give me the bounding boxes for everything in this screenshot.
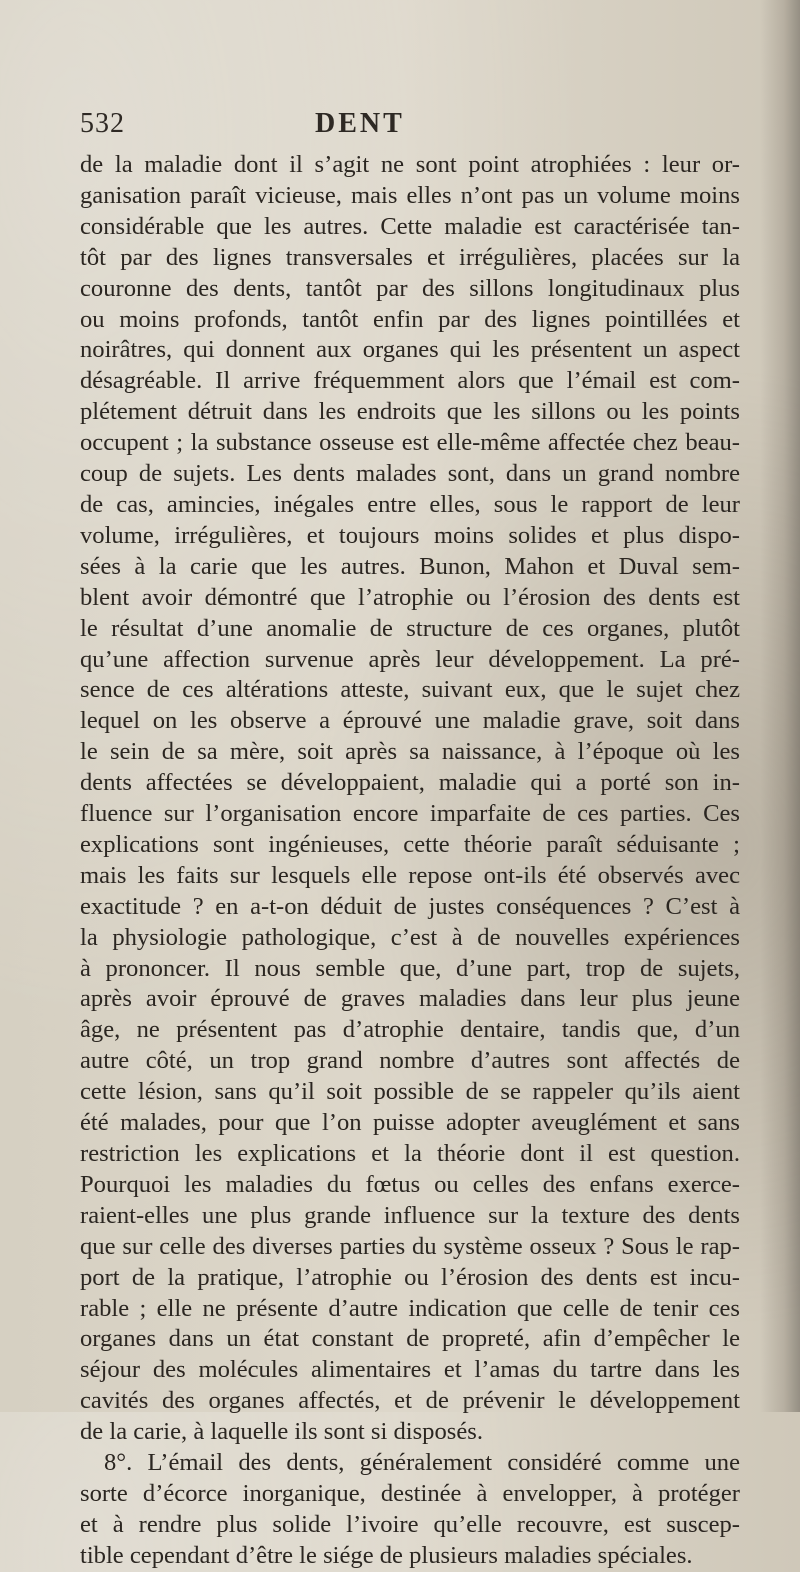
text-line: mais les faits sur lesquels elle repose ont-ils été observés avec — [80, 861, 740, 889]
text-line: exactitude ? en a-t-on déduit de justes conséquences ? C’est à — [80, 892, 740, 920]
text-line: noirâtres, qui donnent aux organes qui les présentent un aspect — [80, 336, 740, 364]
text-line: désagréable. Il arrive fréquemment alors que l’émail est com- — [80, 367, 740, 395]
text-line: dents affectées se développaient, maladie qui a porté son in- — [80, 769, 740, 797]
text-line: ganisation paraît vicieuse, mais elles n’ont pas un volume moins — [80, 181, 740, 209]
text-line: blent avoir démontré que l’atrophie ou l’érosion des dents est — [80, 583, 740, 611]
text-line: ou moins profonds, tantôt enfin par des lignes pointillées et — [80, 305, 740, 333]
text-line: fluence sur l’organisation encore imparfaite de ces parties. Ces — [80, 800, 740, 828]
text-line: tôt par des lignes transversales et irrégulières, placées sur la — [80, 243, 740, 271]
text-line: âge, ne présentent pas d’atrophie dentaire, tandis que, d’un — [80, 1016, 740, 1044]
text-line: port de la pratique, l’atrophie ou l’érosion des dents est incu- — [80, 1263, 740, 1291]
text-line: raient-elles une plus grande influence sur la texture des dents — [80, 1201, 740, 1229]
text-line: après avoir éprouvé de graves maladies dans leur plus jeune — [80, 985, 740, 1013]
text-line: volume, irrégulières, et toujours moins solides et plus dispo- — [80, 521, 740, 549]
text-line: autre côté, un trop grand nombre d’autres sont affectés de — [80, 1047, 740, 1075]
text-line: que sur celle des diverses parties du système osseux ? Sous le rap- — [80, 1232, 740, 1260]
text-line: sorte d’écorce inorganique, destinée à envelopper, à protéger — [80, 1479, 740, 1507]
text-line: couronne des dents, tantôt par des sillons longitudinaux plus — [80, 274, 740, 302]
text-line: été malades, pour que l’on puisse adopter aveuglément et sans — [80, 1109, 740, 1137]
text-line: lequel on les observe a éprouvé une maladie grave, soit dans — [80, 707, 740, 735]
text-line: séjour des molécules alimentaires et l’amas du tartre dans les — [80, 1356, 740, 1384]
page-edge-shadow — [760, 0, 800, 1412]
text-line: considérable que les autres. Cette maladie est caractérisée tan- — [80, 212, 740, 240]
text-line: explications sont ingénieuses, cette théorie paraît séduisante ; — [80, 830, 740, 858]
text-line: le sein de sa mère, soit après sa naissance, à l’époque où les — [80, 738, 740, 766]
text-line: de cas, amincies, inégales entre elles, sous le rapport de leur — [80, 490, 740, 518]
text-line: sées à la carie que les autres. Bunon, Mahon et Duval sem- — [80, 552, 740, 580]
text-line: à prononcer. Il nous semble que, d’une part, trop de sujets, — [80, 954, 740, 982]
text-line: cavités des organes affectés, et de prévenir le développement — [80, 1387, 740, 1415]
text-line: de la carie, à laquelle ils sont si disposés. — [80, 1418, 483, 1446]
body-text — [80, 150, 740, 1572]
text-line: 8°. L’émail des dents, généralement considéré comme une — [104, 1449, 740, 1477]
text-line: tible cependant d’être le siége de plusieurs maladies spéciales. — [80, 1541, 693, 1569]
text-line: la physiologie pathologique, c’est à de nouvelles expériences — [80, 923, 740, 951]
text-line: de la maladie dont il s’agit ne sont point atrophiées : leur or- — [80, 151, 740, 178]
text-line: et à rendre plus solide l’ivoire qu’elle recouvre, est suscep- — [80, 1510, 740, 1538]
text-line: qu’une affection survenue après leur développement. La pré- — [80, 645, 740, 673]
text-line: sence de ces altérations atteste, suivant eux, que le sujet chez — [80, 676, 740, 704]
text-line: cette lésion, sans qu’il soit possible de se rappeler qu’ils aient — [80, 1078, 740, 1106]
text-line: occupent ; la substance osseuse est elle-même affectée chez beau- — [80, 429, 740, 457]
page-number: 532 — [80, 108, 125, 139]
running-head: DENT — [315, 108, 405, 139]
text-line: plétement détruit dans les endroits que les sillons ou les points — [80, 398, 740, 426]
text-line: coup de sujets. Les dents malades sont, dans un grand nombre — [80, 460, 740, 488]
text-line: rable ; elle ne présente d’autre indication que celle de tenir ces — [80, 1294, 740, 1322]
text-line: restriction les explications et la théorie dont il est question. — [80, 1140, 740, 1167]
text-line: Pourquoi les maladies du fœtus ou celles des enfans exerce- — [80, 1170, 740, 1198]
text-line: le résultat d’une anomalie de structure de ces organes, plutôt — [80, 614, 740, 642]
page-header — [80, 108, 740, 148]
text-line: organes dans un état constant de propreté, afin d’empêcher le — [80, 1325, 740, 1353]
